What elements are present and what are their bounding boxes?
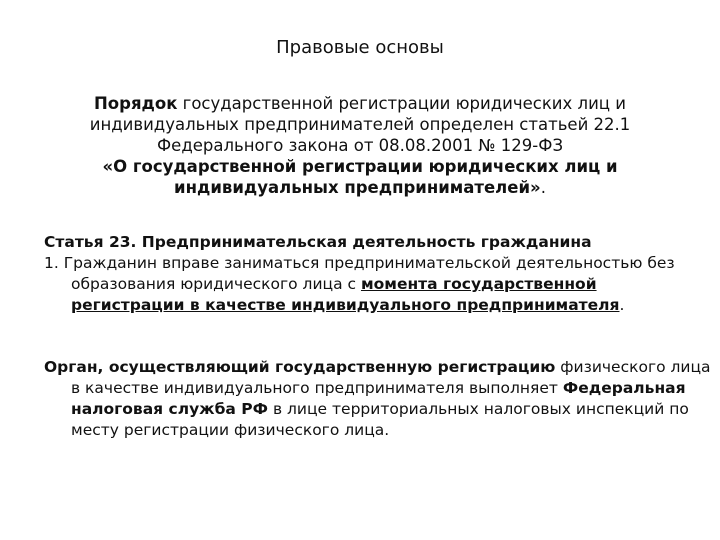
intro-law-title-2: индивидуальных предпринимателей» xyxy=(174,178,541,197)
article-block xyxy=(44,232,711,316)
intro-line-1 xyxy=(60,93,660,114)
intro-line-1-text: государственной регистрации юридических лиц и xyxy=(177,94,627,113)
organ-lead: Орган, осуществляющий государственную регистрацию xyxy=(44,358,556,376)
organ-paragraph xyxy=(44,357,711,441)
intro-line-2: индивидуальных предпринимателей определен статьей 22.1 xyxy=(89,115,631,134)
intro-line-5-end: . xyxy=(540,178,546,197)
organ-text-1: физического лица в качестве индивидуального предпринимателя выполняет xyxy=(71,358,711,397)
article-end: . xyxy=(619,296,625,314)
article-heading: Статья 23. Предпринимательская деятельность гражданина xyxy=(44,233,592,251)
article-text: 1. Гражданин вправе заниматься предпринимательской деятельностью без образования юридического лица с xyxy=(44,254,675,293)
intro-law-title-1: «О государственной регистрации юридических лиц и xyxy=(102,157,618,176)
intro-lead: Порядок xyxy=(93,94,178,113)
article-highlight: момента государственной регистрации в качестве индивидуального предпринимателя xyxy=(71,275,620,314)
page-title: Правовые основы xyxy=(276,37,444,58)
organ-text-2: в лице территориальных налоговых инспекций по месту регистрации физического лица. xyxy=(71,400,689,439)
organ-service-name: Федеральная налоговая служба РФ xyxy=(71,379,686,418)
intro-line-5 xyxy=(60,177,660,198)
intro-line-3: Федерального закона от 08.08.2001 № 129-ФЗ xyxy=(156,136,564,155)
intro-paragraph xyxy=(60,93,660,198)
article-paragraph xyxy=(44,253,711,316)
